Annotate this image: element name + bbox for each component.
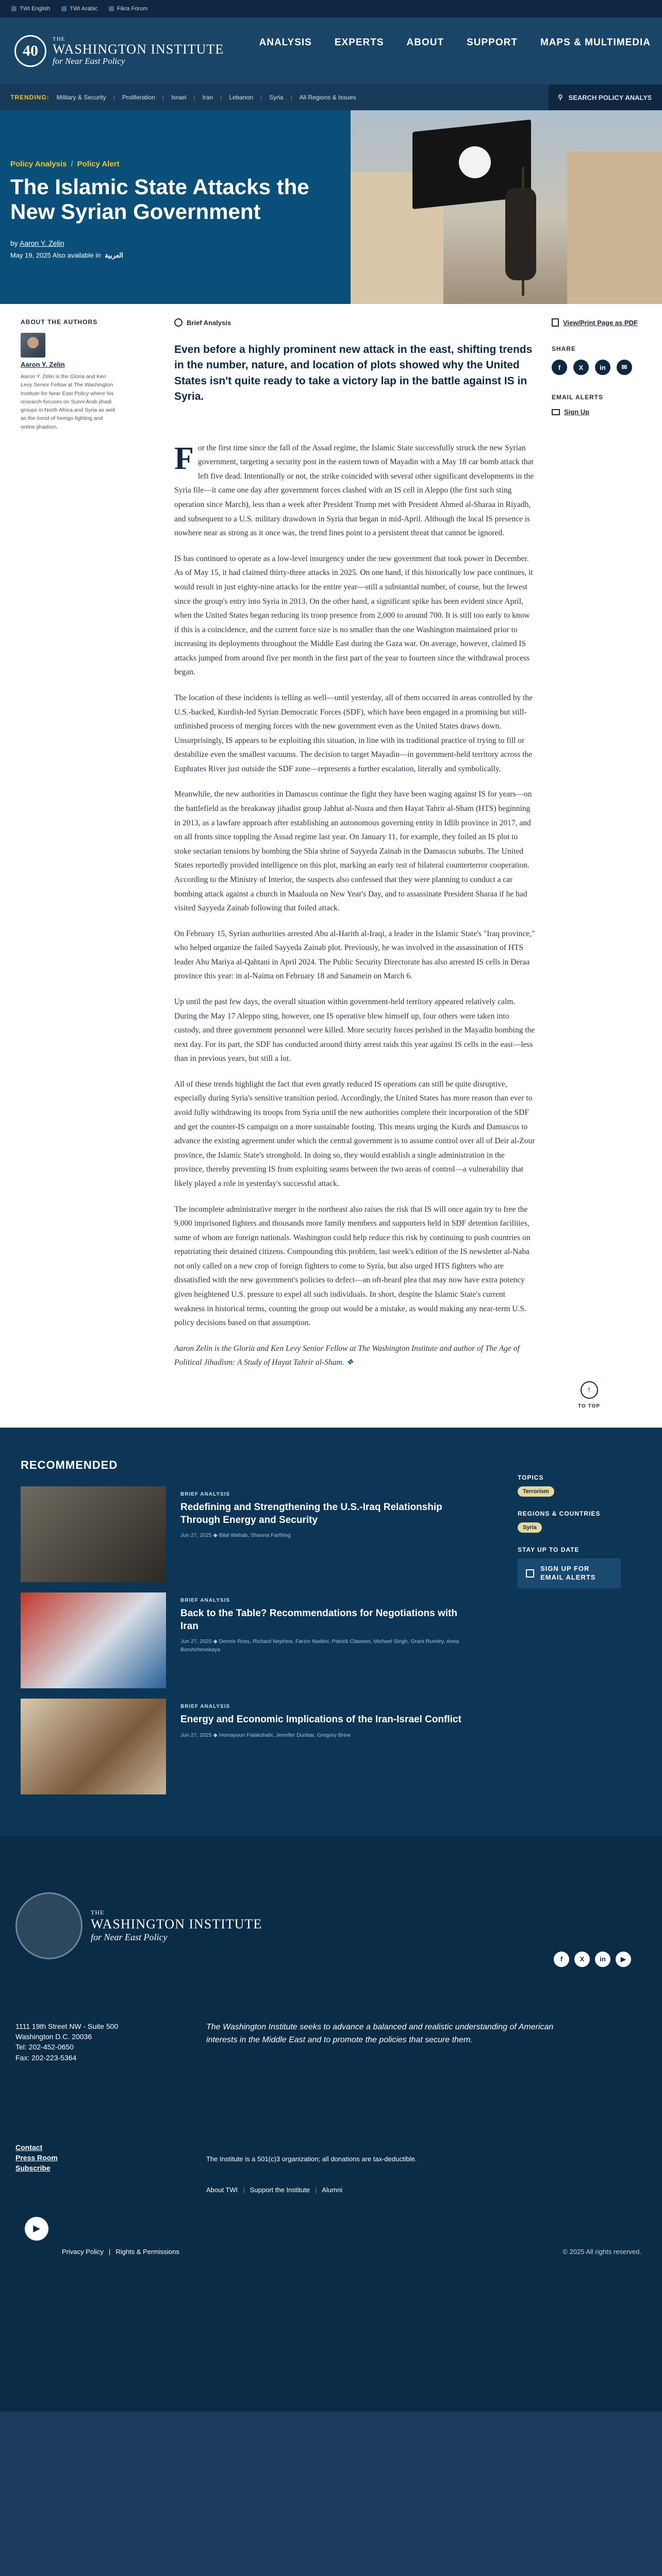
article-text xyxy=(174,441,536,1370)
recommended-item[interactable]: BRIEF ANALYSIS Back to the Table? Recommendations for Negotiations with Iran Jun 27, 2025 ◆ Dennis Ross, Richard Nephew, Farzin Nadimi, Patrick Clawson, Michael Singh, Grant Rumley, Anna Borshchevskaya xyxy=(21,1592,662,1688)
paragraph: IS has continued to operate as a low-level insurgency under the new government that took power in December. As of May 15, it had claimed thirty-three attacks in 2025. On one hand, if this historically low pace continues, it would result in just eighty-nine attacks for the entire year—still a substantial number, of course, but the fewest since the group's entry into Syria in 2013. On the other hand, a significant spike has been evident since April, when the United States began reducing its troop presence from 2,000 to around 700. It is still too early to know if this is a coincidence, and the current force size is no smaller than the one Washington maintained prior to increasing its deployments throughout the Middle East during the Gaza war. On average, however, claimed IS attacks jumped from around five per month in the first part of the year to fourteen since the withdrawal process began. xyxy=(174,554,533,677)
author-signature: Aaron Zelin is the Gloria and Ken Levy Senior Fellow at The Washington Institute and author of The Age of Political Jihadism: A Study of Hayat Tahrir al-Sham. ❖ xyxy=(174,1344,520,1367)
signup-link[interactable]: Sign Up xyxy=(552,408,662,416)
alumni-link[interactable]: Alumni xyxy=(322,2185,343,2194)
footer-links xyxy=(15,2142,58,2174)
about-authors-heading: ABOUT THE AUTHORS xyxy=(21,318,98,326)
footer-logo[interactable]: THE WASHINGTON INSTITUTE for Near East Policy xyxy=(15,1892,662,1959)
building-shape xyxy=(567,151,662,304)
linkedin-icon[interactable]: in xyxy=(595,1952,610,1967)
article-page xyxy=(0,304,662,1428)
logo-wordmark: THE WASHINGTON INSTITUTE for Near East Policy xyxy=(53,36,224,66)
clock-icon xyxy=(174,318,183,327)
site-logo[interactable] xyxy=(14,35,224,67)
subscribe-link[interactable]: Subscribe xyxy=(15,2164,51,2173)
nav-analysis[interactable]: ANALYSIS xyxy=(259,37,312,48)
address: 1111 19th Street NW - Suite 500 Washington D.C. 20036 Tel: 202-452-0650 Fax: 202-223-5364 xyxy=(15,2022,119,2062)
search-input[interactable] xyxy=(569,94,651,101)
trending-link[interactable]: Syria xyxy=(269,94,284,101)
breadcrumb-policy-analysis[interactable]: Policy Analysis xyxy=(10,160,67,168)
footer-nav: About TWI | Support the Institute | Alumni xyxy=(206,2185,343,2194)
arrow-up-icon: ↑ xyxy=(581,1381,598,1399)
all-regions-dropdown[interactable]: All Regions & Issues xyxy=(299,94,356,101)
trending-link[interactable]: Iran xyxy=(202,94,213,101)
article-layout xyxy=(0,304,662,1381)
utility-link-arabic[interactable]: TWI Arabic xyxy=(61,6,97,12)
nav-maps-multimedia[interactable]: MAPS & MULTIMEDIA xyxy=(540,37,651,48)
flag-seal-shape xyxy=(459,146,491,178)
article-type: Brief Analysis xyxy=(174,318,536,327)
publish-date: May 19, 2025 xyxy=(10,251,51,259)
nonprofit-note: The Institute is a 501(c)3 organization; all donations are tax-deductible. xyxy=(206,2155,417,2163)
search-icon[interactable]: ⚲ xyxy=(558,93,564,101)
facebook-icon[interactable]: f xyxy=(554,1952,569,1967)
page-title: The Islamic State Attacks the New Syrian Government xyxy=(10,175,309,224)
utility-link-fikra[interactable]: Fikra Forum xyxy=(109,6,147,12)
paragraph: The location of these incidents is telling as well—until yesterday, all of them occurred in areas controlled by the U.S.-backed, Kurdish-led Syrian Democratic Forces (SDF), which have been engaged in a promising but still-unfinished process of merging forces with the new government even as the United States draws down. Unsurprisingly, IS appears to be exploiting this situation, in line with its traditional practice of trying to fill or destabilize even the smallest vacuums. The decision to target Mayadin—in government-held territory across the Euphrates River just outside the SDF zone—represents a further escalation, literally and symbolically. xyxy=(174,693,533,773)
author-avatar[interactable] xyxy=(21,333,45,358)
about-authors xyxy=(0,318,155,1381)
search-box xyxy=(549,84,662,110)
share-buttons xyxy=(552,360,662,375)
flags-thumbnail xyxy=(21,1592,166,1688)
share-heading: SHARE xyxy=(552,345,576,352)
publish-info xyxy=(10,251,336,260)
facebook-icon[interactable]: f xyxy=(552,360,567,375)
article-body xyxy=(155,318,536,1381)
envelope-icon xyxy=(552,409,560,415)
x-twitter-icon[interactable]: X xyxy=(574,1952,590,1967)
legal-links: Privacy Policy | Rights & Permissions xyxy=(62,2247,179,2256)
copyright: © 2025 All rights reserved. xyxy=(562,2247,641,2256)
breadcrumb-policy-alert[interactable]: Policy Alert xyxy=(77,160,120,168)
article-end-spacer xyxy=(0,1381,662,1428)
youtube-icon[interactable]: ▶ xyxy=(616,1952,631,1967)
forum-icon xyxy=(109,6,114,11)
trending-link[interactable]: Military & Security xyxy=(56,94,106,101)
also-available: Also available in xyxy=(52,251,101,259)
arabic-version-link[interactable]: العربية xyxy=(105,251,123,259)
nav-about[interactable]: ABOUT xyxy=(406,37,444,48)
author-link[interactable]: Aaron Y. Zelin xyxy=(19,239,64,247)
linkedin-icon[interactable]: in xyxy=(595,360,610,375)
site-footer xyxy=(0,1836,662,2412)
rights-permissions-link[interactable]: Rights & Permissions xyxy=(115,2247,179,2256)
email-alerts-heading: EMAIL ALERTS xyxy=(552,394,604,401)
anniversary-badge: 40 xyxy=(14,35,46,67)
site-header xyxy=(0,18,662,84)
topic-tag[interactable]: Terrorism xyxy=(518,1486,554,1497)
press-room-link[interactable]: Press Room xyxy=(15,2154,58,2162)
hero-photo xyxy=(351,110,662,304)
support-link[interactable]: Support the Institute xyxy=(250,2185,310,2194)
about-twi-link[interactable]: About TWI xyxy=(206,2185,238,2194)
paragraph: For the first time since the fall of the Assad regime, the Islamic State successfully struck the new Syrian government, targeting a security post in the eastern town of Mayadin with a May 18 car bomb attack that left five dead. Intentionally or not, the strike coincided with several other significant developments in the Syria file—it came one day after government forces clashed with an IS cell in Aleppo (the first such sting operation since March), less than a week after President Trump met with President Ahmed al-Sharaa in Riyadh, and subsequent to a U.S. military drawdown in Syria that began in mid-April. Although the local IS presence is nowhere near as strong as it once was, the trend lines point to a persistent threat that cannot be ignored. xyxy=(174,440,534,538)
recommended-title[interactable]: Energy and Economic Implications of the Iran-Israel Conflict xyxy=(180,1714,461,1725)
trending-bar: TRENDING: Military & Security | Proliferation | Israel | Iran | Lebanon | Syria | All Regions & Issues ⚲ SEARCH POLICY ANALYSIS xyxy=(0,84,662,110)
globe-icon xyxy=(11,6,16,11)
author-name-link[interactable]: Aaron Y. Zelin xyxy=(21,361,65,368)
trending-link[interactable]: Israel xyxy=(171,94,187,101)
recommended-section xyxy=(0,1428,662,1836)
utility-bar xyxy=(0,0,662,18)
recommended-sidebar: TOPICS Terrorism REGIONS & COUNTRIES Syria STAY UP TO DATE SIGN UP FOR EMAIL ALERTS xyxy=(518,1474,641,1588)
play-icon[interactable]: ▶ xyxy=(25,2217,48,2241)
print-pdf-link[interactable]: View/Print Page as PDF xyxy=(552,318,662,327)
to-top-button[interactable]: ↑ TO TOP xyxy=(578,1381,600,1410)
recommended-item[interactable]: BRIEF ANALYSIS Energy and Economic Implications of the Iran-Israel Conflict Jun 27, 2025 ◆ Homayoun Falakshahi, Jennifer Dunbar, Gregory Brew xyxy=(21,1699,662,1794)
privacy-policy-link[interactable]: Privacy Policy xyxy=(62,2247,104,2256)
nav-experts[interactable]: EXPERTS xyxy=(334,37,384,48)
article-hero xyxy=(0,110,662,304)
contact-link[interactable]: Contact xyxy=(15,2143,43,2151)
oil-flare-thumbnail xyxy=(21,1486,166,1582)
paragraph: Meanwhile, the new authorities in Damascus continue the fight they have been waging against IS for years—on the battlefield as the breakaway jihadist group Jabhat al-Nusra and then Hayat Tahrir al-Sham (HTS) beginning in 2013, as a lawfare approach after establishing an autonomous governing entity in Idlib province in 2017, and on all fronts since toppling the Assad regime last year. On January 11, for example, they foiled an IS plot to stoke sectarian tensions by bombing the Shia shrine of Sayyeda Zainab in the Damascus suburbs. The United States reportedly provided intelligence on this plot, marking an early test of bilateral counterterror cooperation. According to the Ministry of Interior, the suspects also confessed that they were planning to conduct a car bombing attack against a church in Maaloula on New Year's Day, and to assassinate President Sharaa if he had visited Sayyeda Zainab following that foiled attack. xyxy=(174,790,532,913)
main-nav xyxy=(259,37,662,48)
mission-statement: The Washington Institute seeks to advance a balanced and realistic understanding of American interests in the Middle East and to promote the policies that secure them. xyxy=(206,2022,554,2044)
globe-icon xyxy=(61,6,67,11)
raised-arm-shape xyxy=(505,188,536,280)
author-bio: Aaron Y. Zelin is the Gloria and Ken Levy Senior Fellow at The Washington Institute for Near East Policy where his research focuses on Sunni Arab jihadi groups in North Africa and Syria as well as the trend of foreign fighting and online jihadism. xyxy=(21,374,115,430)
x-twitter-icon[interactable]: X xyxy=(573,360,589,375)
article-sidebar xyxy=(536,318,662,1381)
recommended-title[interactable]: Back to the Table? Recommendations for Negotiations with Iran xyxy=(180,1607,457,1632)
footer-social xyxy=(554,1952,631,1967)
paragraph: On February 15, Syrian authorities arrested Abu al-Harith al-Iraqi, a leader in the Islamic State's "Iraq province," who helped organize the failed Sayyeda Zainab plot. Previously, he was involved in the assassination of HTS leader Abu Mariya al-Qahtani in April 2024. The Public Security Directorate has also arrested IS cells in Deraa province this year: in al-Naima on February 18 and Sanamein on March 6. xyxy=(174,929,535,981)
email-icon[interactable]: ✉ xyxy=(617,360,632,375)
hero-text xyxy=(0,110,351,304)
end-mark-icon: ❖ xyxy=(346,1358,354,1367)
pipeline-thumbnail xyxy=(21,1699,166,1794)
institute-seal xyxy=(15,1892,82,1959)
nav-support[interactable]: SUPPORT xyxy=(467,37,518,48)
trending-link[interactable]: Proliferation xyxy=(122,94,155,101)
recommended-title[interactable]: Redefining and Strengthening the U.S.-Iraq Relationship Through Energy and Security xyxy=(180,1501,442,1526)
region-tag[interactable]: Syria xyxy=(518,1522,542,1533)
recommended-item[interactable]: BRIEF ANALYSIS Redefining and Strengthening the U.S.-Iraq Relationship Through Energy and Security Jun 27, 2025 ◆ Bilal Wahab, Shanna Farthing xyxy=(21,1486,662,1582)
recommended-heading: RECOMMENDED xyxy=(21,1458,118,1471)
email-alerts-button[interactable]: SIGN UP FOR EMAIL ALERTS xyxy=(518,1558,621,1588)
envelope-icon xyxy=(526,1569,534,1578)
document-icon xyxy=(552,318,559,327)
article-lede: Even before a highly prominent new attack in the east, shifting trends in the number, nature, and location of plots showed why the United States isn't quite ready to take a victory lap in the battle against IS in Syria. xyxy=(174,344,533,403)
breadcrumb: Policy Analysis / Policy Alert xyxy=(10,160,120,168)
paragraph: The incomplete administrative merger in the northeast also raises the risk that IS will once again try to free the 9,000 imprisoned fighters and thousands more family members and supporters held in SDF detention facilities, some of whom are foreign nationals. Washington could help reduce this risk by continuing to push countries on repatriating their detained citizens. Compounding this problem, last week's edition of the IS newsletter al-Naba not only called on a new crop of foreign fighters to come to Syria, but also urged HTS fighters who are dissatisfied with the new government's policies to defect—an oft-heard plea that may now have extra potency given heightened U.S. pressure to expel all such individuals. In short, despite the Islamic State's current weakness in historical terms, counting the group out would be a mistake, as would making any near-term U.S. policy decisions based on that assumption. xyxy=(174,1205,531,1328)
author-card xyxy=(21,333,155,431)
paragraph: Up until the past few days, the overall situation within government-held territory appeared relatively calm. During the May 17 Aleppo sting, however, one IS operative blew himself up, four others were taken into custody, and three government personnel were killed. More security forces perished in the Mayadin bombing the next day. For its part, the SDF has conducted around thirty arrest raids this year against IS cells in the east—less than in previous years, but still a lot. xyxy=(174,997,535,1063)
trending-label: TRENDING: xyxy=(10,94,49,101)
paragraph: All of these trends highlight the fact that even greatly reduced IS operations can still be quite disruptive, especially during Syria's sensitive transition period. Accordingly, the United States has more reason than ever to avoid fully withdrawing its troops from Syria until the new authorities complete their incorporation of the SDF and get the counter-IS campaign on a more sustainable footing. This means urging the Kurds and Damascus to advance the existing agreement under which the central government is to assume control over all of Deir al-Zour province, the Islamic State's stronghold. In doing so, they would establish a single administration in the province, thereby preventing IS from exploiting seams between the two areas of control—a vulnerability that likely played a role in yesterday's successful attack. xyxy=(174,1079,535,1188)
trending-link[interactable]: Lebanon xyxy=(229,94,253,101)
utility-link-english[interactable]: TWI English xyxy=(11,6,50,12)
byline: by Aaron Y. Zelin xyxy=(10,239,64,247)
